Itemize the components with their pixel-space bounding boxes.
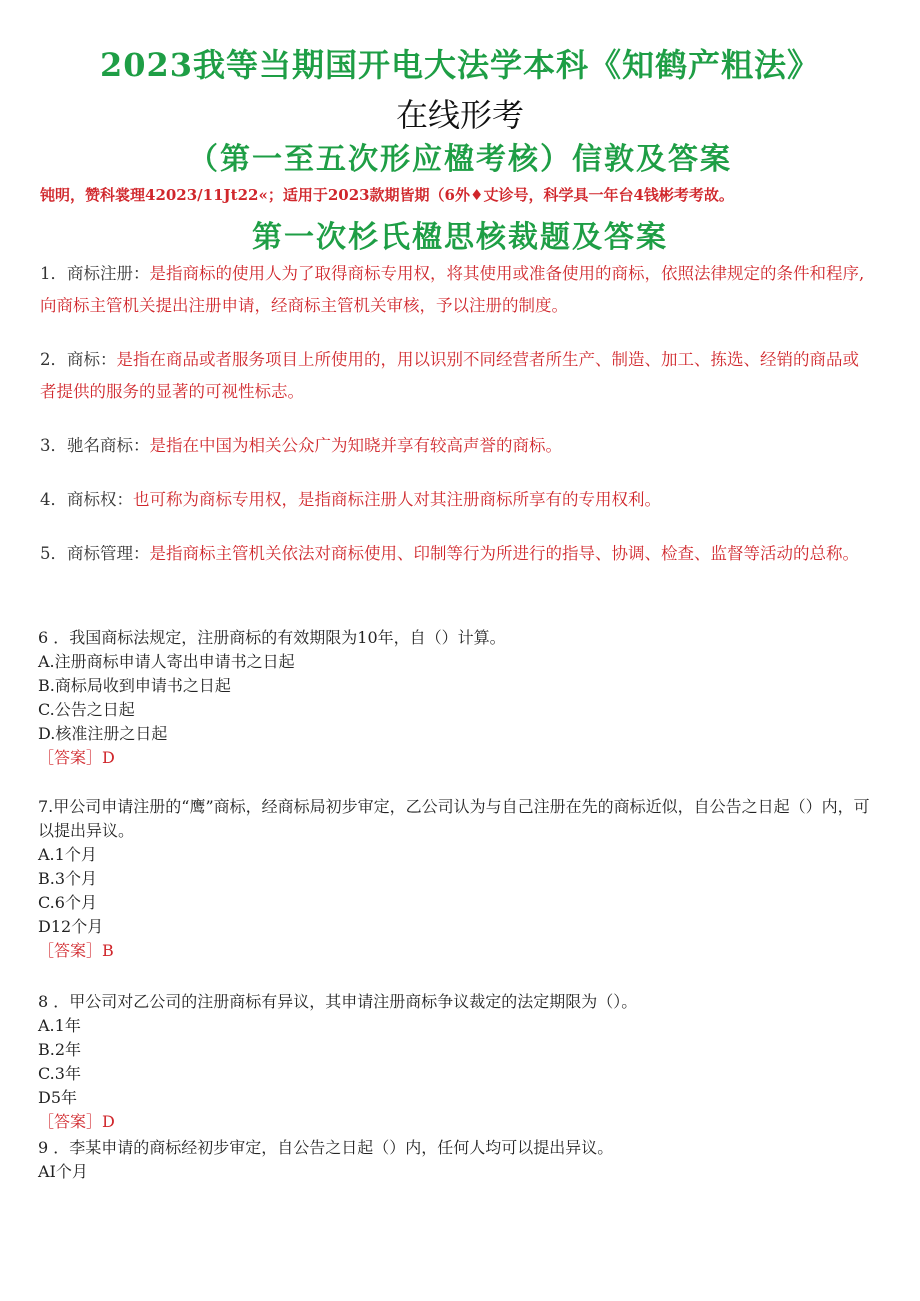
definition-term: ．商标管理： (50, 544, 150, 563)
definition-body: 是指商标的使用人为了取得商标专用权，将其使用或准备使用的商标，依照法律规定的条件和程序,向商标主管机关提出注册申请，经商标主管机关审核，予以注册的制度。 (40, 264, 865, 315)
question-answer: ［答案］D (38, 748, 115, 767)
item-number: 2 (40, 350, 51, 369)
question-option: C.6个月 (38, 893, 97, 912)
question-stem: 9 ．李某申请的商标经初步审定，自公告之日起（）内，任何人均可以提出异议。 (38, 1138, 614, 1157)
question-item (38, 795, 878, 963)
title-main: 我等当期国开电大法学本科 (193, 46, 590, 84)
item-number: 1 (40, 264, 51, 283)
question-option: C.3年 (38, 1064, 81, 1083)
title-book: 《知鹤产粗法》 (589, 46, 821, 84)
question-option: B.商标局收到申请书之日起 (38, 676, 231, 695)
question-answer: ［答案］D (38, 1112, 115, 1131)
question-option: D5年 (38, 1088, 78, 1107)
definition-body: 也可称为商标专用权，是指商标注册人对其注册商标所享有的专用权利。 (133, 490, 661, 509)
question-stem: 7.甲公司申请注册的“鹰”商标，经商标局初步审定，乙公司认为与自己注册在先的商标近似，自公告之日起（）内，可以提出异议。 (38, 797, 870, 840)
document-note: 钝明，赞科裳理42023/11Jt22«；适用于2023款期皆期（6外♦丈诊号，科学具一年台4钱彬考考故。 (40, 186, 734, 204)
question-stem: 8 ．甲公司对乙公司的注册商标有异议，其申请注册商标争议裁定的法定期限为（）。 (38, 992, 638, 1011)
question-item (38, 990, 878, 1134)
question-option: A.1年 (38, 1016, 81, 1035)
title-year: 2023 (99, 46, 194, 84)
question-option: A.注册商标申请人寄出申请书之日起 (38, 652, 295, 671)
question-option: AI个月 (38, 1162, 88, 1181)
item-number: 5 (40, 544, 51, 563)
question-answer: ［答案］B (38, 941, 114, 960)
section-title: 第一次杉氏楹思核裁题及答案 (252, 220, 668, 255)
definition-item (40, 344, 875, 408)
question-stem: 6 ．我国商标法规定，注册商标的有效期限为10年，自（）计算。 (38, 628, 506, 647)
definition-term: ．商标权： (50, 490, 133, 509)
definition-term: ．商标注册： (50, 264, 150, 283)
definition-item (40, 258, 875, 322)
question-option: D12个月 (38, 917, 104, 936)
question-item (38, 1136, 878, 1184)
question-option: A.1个月 (38, 845, 97, 864)
question-option: D.核准注册之日起 (38, 724, 168, 743)
definition-item (40, 538, 875, 570)
item-number: 4 (40, 490, 51, 509)
question-item (38, 626, 878, 770)
definition-item (40, 484, 875, 516)
definition-body: 是指在中国为相关公众广为知晓并享有较高声誉的商标。 (149, 436, 562, 455)
definition-body: 是指在商品或者服务项目上所使用的，用以识别不同经营者所生产、制造、加工、拣选、经销的商品或者提供的服务的显著的可视性标志。 (40, 350, 859, 401)
document-subtitle-2: （第一至五次形应楹考核）信敦及答案 (188, 142, 732, 177)
document-title (0, 40, 920, 86)
definition-term: ．驰名商标： (50, 436, 150, 455)
item-number: 3 (40, 436, 51, 455)
definition-body: 是指商标主管机关依法对商标使用、印制等行为所进行的指导、协调、检查、监督等活动的总称。 (149, 544, 859, 563)
document-subtitle: 在线形考 (395, 96, 524, 134)
question-option: B.3个月 (38, 869, 98, 888)
question-option: C.公告之日起 (38, 700, 135, 719)
definition-term: ．商标： (50, 350, 117, 369)
definition-item (40, 430, 875, 462)
question-option: B.2年 (38, 1040, 82, 1059)
